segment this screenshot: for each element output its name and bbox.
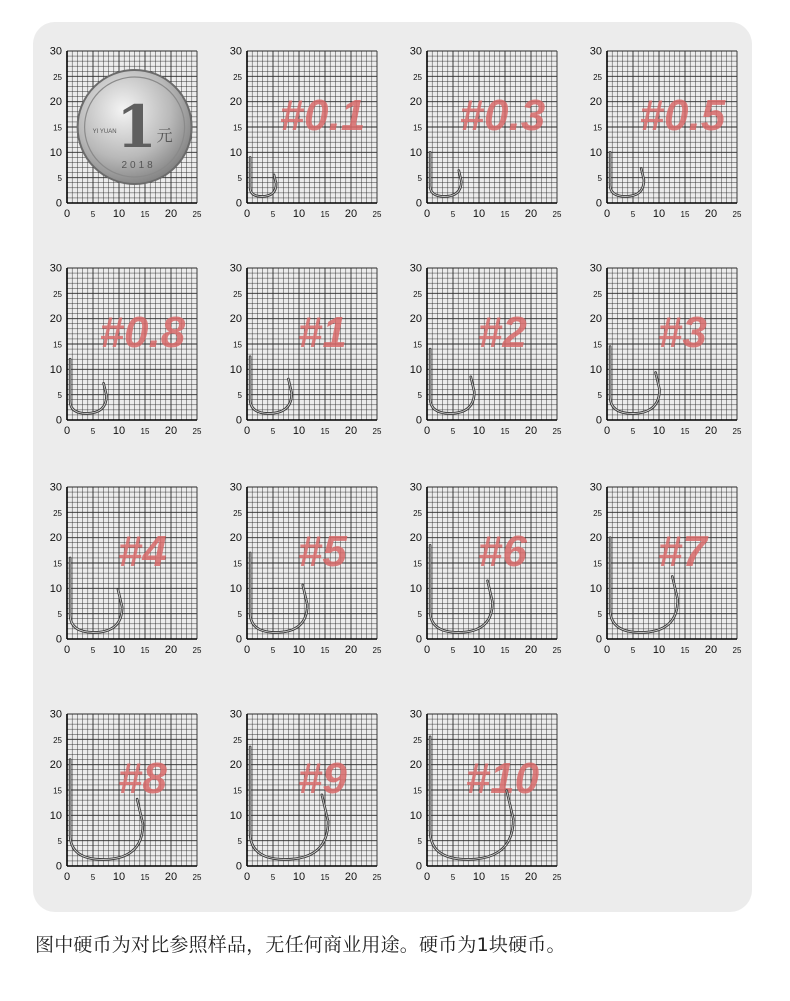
y-tick-label: 30 (229, 481, 242, 494)
x-tick-label: 5 (630, 646, 636, 655)
y-tick-label: 25 (53, 735, 62, 745)
y-tick-label: 25 (233, 289, 242, 299)
y-tick-label: 20 (49, 313, 62, 326)
y-tick-label: 10 (229, 582, 242, 595)
x-tick-label: 20 (524, 644, 538, 656)
y-tick-label: 25 (593, 508, 602, 518)
x-tick-label: 20 (164, 208, 178, 220)
x-tick-label: 0 (423, 425, 431, 437)
x-tick-label: 25 (732, 427, 742, 436)
x-tick-label: 20 (164, 425, 178, 437)
x-tick-label: 25 (552, 873, 562, 882)
x-tick-label: 10 (292, 871, 306, 883)
hook-sample-grid (50, 263, 202, 438)
x-tick-label: 20 (344, 425, 358, 437)
y-tick-label: 20 (229, 759, 242, 772)
y-tick-label: 0 (415, 414, 422, 427)
y-tick-label: 20 (49, 759, 62, 772)
y-tick-label: 25 (413, 289, 422, 299)
x-tick-label: 25 (372, 427, 382, 436)
y-tick-label: 30 (229, 708, 242, 721)
y-tick-label: 30 (229, 45, 242, 58)
y-tick-label: 0 (595, 197, 602, 210)
x-tick-label: 20 (524, 425, 538, 437)
y-tick-label: 5 (417, 391, 422, 401)
x-tick-label: 5 (270, 646, 276, 655)
x-tick-label: 5 (450, 873, 456, 882)
y-tick-label: 5 (237, 391, 242, 401)
coin-unit: 元 (156, 126, 173, 145)
x-tick-label: 10 (292, 208, 306, 220)
x-tick-label: 5 (90, 646, 96, 655)
hook-sample-grid (590, 46, 742, 221)
x-tick-label: 5 (270, 210, 276, 219)
hook-sample-grid (410, 46, 562, 221)
y-tick-label: 15 (53, 786, 62, 796)
hook-size-label: #4 (117, 527, 167, 577)
y-tick-label: 30 (409, 262, 422, 275)
x-tick-label: 15 (500, 210, 510, 219)
fish-hook-icon (250, 157, 276, 196)
y-tick-label: 5 (597, 391, 602, 401)
x-tick-label: 10 (652, 644, 666, 656)
x-tick-label: 10 (472, 425, 486, 437)
y-tick-label: 5 (237, 610, 242, 620)
x-tick-label: 15 (680, 210, 690, 219)
y-tick-label: 15 (53, 340, 62, 350)
hook-size-label: #0.8 (99, 308, 186, 358)
coin-reference-grid (50, 46, 202, 221)
y-tick-label: 15 (593, 123, 602, 133)
y-tick-label: 20 (409, 96, 422, 109)
y-tick-label: 20 (589, 532, 602, 545)
hook-sample-grid (410, 263, 562, 438)
y-tick-label: 0 (55, 633, 62, 646)
y-tick-label: 15 (233, 123, 242, 133)
x-tick-label: 25 (732, 210, 742, 219)
x-tick-label: 5 (450, 210, 456, 219)
x-tick-label: 10 (292, 644, 306, 656)
fish-hook-icon (70, 558, 122, 632)
y-tick-label: 20 (409, 532, 422, 545)
y-tick-label: 20 (49, 532, 62, 545)
x-tick-label: 25 (372, 646, 382, 655)
y-tick-label: 5 (417, 837, 422, 847)
x-tick-label: 0 (423, 644, 431, 656)
y-tick-label: 30 (409, 708, 422, 721)
y-tick-label: 0 (595, 633, 602, 646)
hook-size-label: #0.1 (279, 91, 366, 141)
y-tick-label: 10 (409, 809, 422, 822)
x-tick-label: 25 (552, 427, 562, 436)
coin-pinyin: YI YUAN (92, 129, 117, 135)
y-tick-label: 10 (409, 146, 422, 159)
y-tick-label: 0 (55, 197, 62, 210)
hook-sample-grid (410, 709, 562, 884)
x-tick-label: 15 (140, 873, 150, 882)
x-tick-label: 20 (164, 644, 178, 656)
y-tick-label: 5 (57, 391, 62, 401)
x-tick-label: 20 (524, 871, 538, 883)
y-tick-label: 5 (57, 610, 62, 620)
y-tick-label: 5 (237, 174, 242, 184)
x-tick-label: 10 (112, 871, 126, 883)
hook-size-label: #5 (297, 527, 347, 577)
x-tick-label: 0 (603, 425, 611, 437)
y-tick-label: 30 (589, 45, 602, 58)
y-tick-label: 0 (55, 414, 62, 427)
x-tick-label: 5 (90, 873, 96, 882)
hook-sample-grid (230, 709, 382, 884)
y-tick-label: 10 (49, 146, 62, 159)
y-tick-label: 5 (417, 174, 422, 184)
y-tick-label: 10 (229, 363, 242, 376)
x-tick-label: 10 (652, 425, 666, 437)
hook-sample-grid (590, 263, 742, 438)
x-tick-label: 15 (140, 646, 150, 655)
x-tick-label: 10 (112, 644, 126, 656)
y-tick-label: 20 (589, 96, 602, 109)
x-tick-label: 10 (112, 425, 126, 437)
y-tick-label: 30 (49, 481, 62, 494)
hook-size-label: #1 (297, 308, 347, 358)
x-tick-label: 20 (704, 425, 718, 437)
hook-size-label: #2 (477, 308, 527, 358)
y-tick-label: 20 (229, 96, 242, 109)
hook-size-label: #10 (465, 754, 540, 804)
x-tick-label: 0 (423, 871, 431, 883)
y-tick-label: 10 (49, 363, 62, 376)
y-tick-label: 25 (593, 72, 602, 82)
y-tick-label: 25 (233, 508, 242, 518)
y-tick-label: 30 (409, 45, 422, 58)
y-tick-label: 15 (413, 559, 422, 569)
y-tick-label: 30 (229, 262, 242, 275)
fish-hook-icon (430, 349, 474, 413)
y-tick-label: 5 (57, 174, 62, 184)
y-tick-label: 5 (237, 837, 242, 847)
y-tick-label: 10 (409, 363, 422, 376)
coin-value: 1 (116, 93, 157, 161)
x-tick-label: 5 (270, 873, 276, 882)
x-tick-label: 0 (63, 644, 71, 656)
y-tick-label: 15 (593, 559, 602, 569)
x-tick-label: 0 (243, 871, 251, 883)
x-tick-label: 0 (63, 425, 71, 437)
x-tick-label: 0 (243, 644, 251, 656)
y-tick-label: 10 (409, 582, 422, 595)
y-tick-label: 30 (49, 708, 62, 721)
y-tick-label: 0 (55, 860, 62, 873)
fish-hook-icon (70, 359, 106, 413)
y-tick-label: 15 (413, 786, 422, 796)
y-tick-label: 30 (589, 262, 602, 275)
x-tick-label: 15 (320, 427, 330, 436)
y-tick-label: 0 (235, 860, 242, 873)
y-tick-label: 10 (589, 582, 602, 595)
x-tick-label: 25 (552, 646, 562, 655)
x-tick-label: 5 (450, 427, 456, 436)
x-tick-label: 5 (90, 210, 96, 219)
y-tick-label: 25 (233, 72, 242, 82)
y-tick-label: 10 (589, 146, 602, 159)
y-tick-label: 30 (49, 262, 62, 275)
y-tick-label: 0 (235, 633, 242, 646)
coin-year: 2018 (121, 160, 156, 171)
y-tick-label: 25 (53, 289, 62, 299)
y-tick-label: 30 (589, 481, 602, 494)
y-tick-label: 20 (409, 759, 422, 772)
x-tick-label: 0 (603, 208, 611, 220)
x-tick-label: 0 (63, 208, 71, 220)
x-tick-label: 15 (500, 873, 510, 882)
x-tick-label: 20 (704, 208, 718, 220)
x-tick-label: 20 (344, 208, 358, 220)
hook-sample-grid (590, 482, 742, 657)
y-tick-label: 30 (49, 45, 62, 58)
hook-sample-grid (50, 709, 202, 884)
y-tick-label: 0 (415, 633, 422, 646)
y-tick-label: 10 (49, 582, 62, 595)
y-tick-label: 0 (235, 414, 242, 427)
y-tick-label: 10 (229, 809, 242, 822)
y-tick-label: 25 (233, 735, 242, 745)
x-tick-label: 25 (192, 427, 202, 436)
y-tick-label: 20 (229, 532, 242, 545)
x-tick-label: 0 (243, 208, 251, 220)
x-tick-label: 15 (500, 427, 510, 436)
y-tick-label: 15 (233, 559, 242, 569)
x-tick-label: 15 (320, 646, 330, 655)
y-tick-label: 15 (413, 123, 422, 133)
hook-size-label: #0.5 (639, 91, 726, 141)
hook-size-label: #6 (477, 527, 527, 577)
y-tick-label: 10 (589, 363, 602, 376)
y-tick-label: 5 (597, 174, 602, 184)
x-tick-label: 15 (500, 646, 510, 655)
hook-size-label: #9 (297, 754, 347, 804)
x-tick-label: 25 (552, 210, 562, 219)
x-tick-label: 5 (630, 427, 636, 436)
x-tick-label: 10 (472, 208, 486, 220)
caption-text: 图中硬币为对比参照样品，无任何商业用途。硬币为1块硬币。 (35, 934, 566, 956)
y-tick-label: 25 (413, 72, 422, 82)
hook-sample-grid (410, 482, 562, 657)
hook-size-label: #7 (657, 527, 707, 577)
x-tick-label: 10 (112, 208, 126, 220)
y-tick-label: 15 (233, 340, 242, 350)
x-tick-label: 25 (372, 873, 382, 882)
y-tick-label: 25 (53, 508, 62, 518)
y-tick-label: 0 (595, 414, 602, 427)
y-tick-label: 15 (413, 340, 422, 350)
y-tick-label: 0 (235, 197, 242, 210)
x-tick-label: 25 (192, 873, 202, 882)
y-tick-label: 30 (409, 481, 422, 494)
x-tick-label: 10 (652, 208, 666, 220)
x-tick-label: 25 (372, 210, 382, 219)
fish-hook-icon (430, 152, 461, 196)
y-tick-label: 15 (233, 786, 242, 796)
y-tick-label: 10 (229, 146, 242, 159)
y-tick-label: 10 (49, 809, 62, 822)
y-tick-label: 20 (589, 313, 602, 326)
hook-sample-grid (50, 482, 202, 657)
x-tick-label: 20 (344, 871, 358, 883)
x-tick-label: 0 (243, 425, 251, 437)
y-tick-label: 25 (593, 289, 602, 299)
x-tick-label: 20 (524, 208, 538, 220)
hook-sample-grid (230, 482, 382, 657)
hook-size-label: #8 (117, 754, 167, 804)
y-tick-label: 25 (413, 508, 422, 518)
x-tick-label: 10 (472, 644, 486, 656)
x-tick-label: 5 (630, 210, 636, 219)
x-tick-label: 20 (344, 644, 358, 656)
y-tick-label: 20 (49, 96, 62, 109)
x-tick-label: 25 (732, 646, 742, 655)
y-tick-label: 5 (417, 610, 422, 620)
fish-hook-icon (610, 152, 644, 196)
y-tick-label: 0 (415, 197, 422, 210)
y-tick-label: 5 (597, 610, 602, 620)
x-tick-label: 5 (450, 646, 456, 655)
x-tick-label: 0 (423, 208, 431, 220)
y-tick-label: 25 (53, 72, 62, 82)
x-tick-label: 0 (63, 871, 71, 883)
hook-size-label: #0.3 (459, 91, 546, 141)
y-tick-label: 25 (413, 735, 422, 745)
y-tick-label: 0 (415, 860, 422, 873)
y-tick-label: 20 (229, 313, 242, 326)
x-tick-label: 25 (192, 646, 202, 655)
x-tick-label: 5 (90, 427, 96, 436)
x-tick-label: 20 (164, 871, 178, 883)
y-tick-label: 15 (593, 340, 602, 350)
x-tick-label: 25 (192, 210, 202, 219)
y-tick-label: 15 (53, 559, 62, 569)
x-tick-label: 15 (320, 210, 330, 219)
x-tick-label: 10 (472, 871, 486, 883)
y-tick-label: 5 (57, 837, 62, 847)
hook-size-label: #3 (657, 308, 707, 358)
hook-sample-grid (230, 263, 382, 438)
x-tick-label: 20 (704, 644, 718, 656)
x-tick-label: 0 (603, 644, 611, 656)
y-tick-label: 15 (53, 123, 62, 133)
x-tick-label: 15 (680, 427, 690, 436)
x-tick-label: 15 (140, 427, 150, 436)
x-tick-label: 5 (270, 427, 276, 436)
x-tick-label: 15 (140, 210, 150, 219)
hook-sample-grid (230, 46, 382, 221)
x-tick-label: 15 (680, 646, 690, 655)
x-tick-label: 15 (320, 873, 330, 882)
x-tick-label: 10 (292, 425, 306, 437)
y-tick-label: 20 (409, 313, 422, 326)
